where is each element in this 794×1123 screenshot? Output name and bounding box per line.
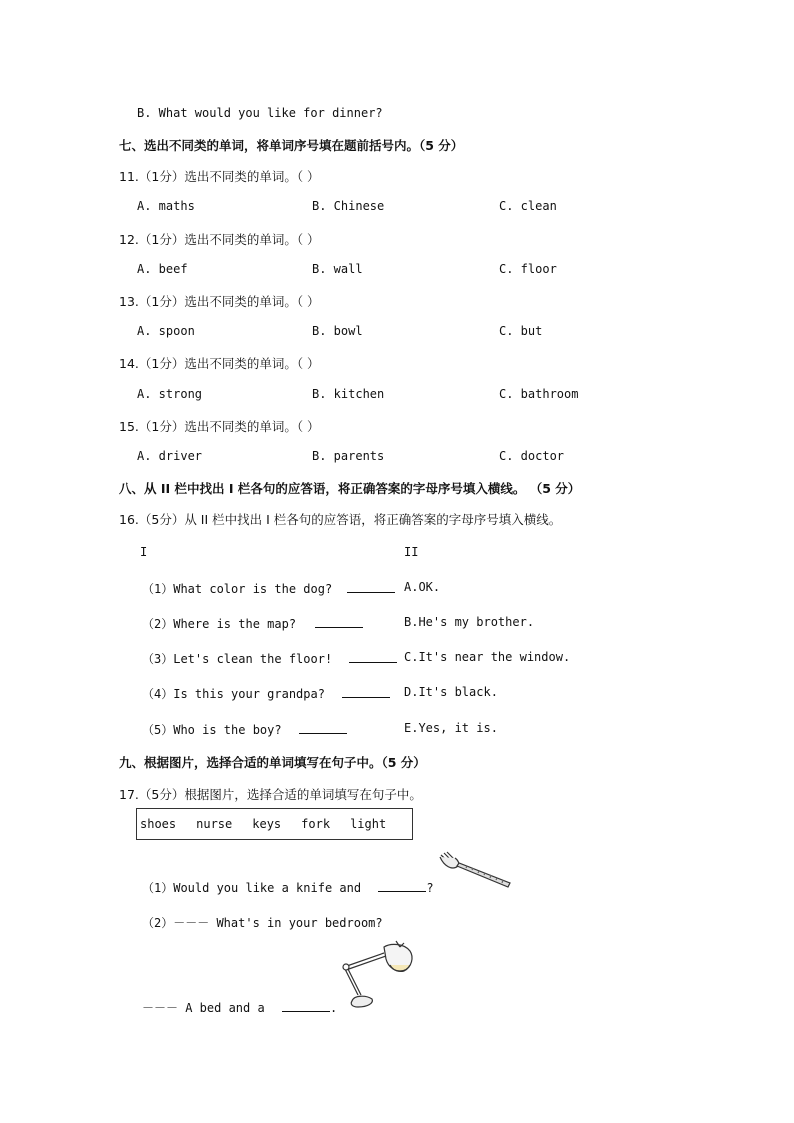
option-c: C. doctor: [499, 449, 565, 463]
option-b: B. parents: [312, 449, 385, 463]
option-c: C. bathroom: [499, 387, 579, 401]
match-question: （1）What color is the dog?: [142, 580, 395, 597]
word-bank-box: [136, 808, 413, 840]
section7-heading: 七、选出不同类的单词，将单词序号填在题前括号内。（5 分）: [119, 138, 464, 153]
question-16-prompt: 16.（5分）从 II 栏中找出 I 栏各句的应答语，将正确答案的字母序号填入横线。: [119, 512, 562, 527]
word-bank-item: fork: [301, 817, 331, 831]
word-bank-item: keys: [252, 817, 282, 831]
match-question: （4）Is this your grandpa?: [142, 685, 390, 702]
match-answer: B.He's my brother.: [404, 615, 535, 629]
answer-blank[interactable]: [349, 650, 397, 663]
word-bank-item: shoes: [140, 817, 177, 831]
fork-icon: [438, 851, 512, 891]
fill-sentence-2: （2）－－－ What's in your bedroom?: [142, 916, 383, 930]
option-b: B. wall: [312, 262, 363, 276]
match-question: （5）Who is the boy?: [142, 721, 347, 738]
column-i-label: I: [140, 545, 148, 559]
question-prompt: 13.（1分）选出不同类的单词。（ ）: [119, 294, 320, 309]
answer-blank[interactable]: [299, 721, 347, 734]
fill-sentence-1: （1）Would you like a knife and ?: [142, 881, 434, 895]
option-c: C. clean: [499, 199, 557, 213]
fill-sentence-3: －－－ A bed and a .: [142, 1001, 338, 1015]
option-b: B. bowl: [312, 324, 363, 338]
answer-blank[interactable]: [342, 685, 390, 698]
previous-option-b: B. What would you like for dinner?: [137, 106, 383, 120]
option-b: B. Chinese: [312, 199, 385, 213]
section9-heading: 九、根据图片，选择合适的单词填写在句子中。（5 分）: [119, 755, 426, 770]
answer-blank[interactable]: [282, 999, 330, 1012]
question-prompt: 15.（1分）选出不同类的单词。（ ）: [119, 419, 320, 434]
option-c: C. but: [499, 324, 543, 338]
match-answer: C.It's near the window.: [404, 650, 571, 664]
question-17-prompt: 17.（5分）根据图片，选择合适的单词填写在句子中。: [119, 787, 422, 802]
match-answer: A.OK.: [404, 580, 441, 594]
option-a: A. beef: [137, 262, 188, 276]
column-ii-label: II: [404, 545, 419, 559]
answer-blank[interactable]: [378, 879, 426, 892]
word-bank-item: light: [350, 817, 387, 831]
option-b: B. kitchen: [312, 387, 385, 401]
answer-blank[interactable]: [315, 615, 363, 628]
answer-blank[interactable]: [347, 580, 395, 593]
option-c: C. floor: [499, 262, 557, 276]
section8-heading: 八、从 II 栏中找出 I 栏各句的应答语，将正确答案的字母序号填入横线。 （5 分）: [119, 481, 581, 496]
match-question: （3）Let's clean the floor!: [142, 650, 397, 667]
option-a: A. maths: [137, 199, 195, 213]
option-a: A. spoon: [137, 324, 195, 338]
word-bank-item: nurse: [196, 817, 233, 831]
question-prompt: 14.（1分）选出不同类的单词。（ ）: [119, 356, 320, 371]
question-prompt: 12.（1分）选出不同类的单词。（ ）: [119, 232, 320, 247]
option-a: A. driver: [137, 449, 203, 463]
match-question: （2）Where is the map?: [142, 615, 363, 632]
question-prompt: 11.（1分）选出不同类的单词。（ ）: [119, 169, 320, 184]
option-a: A. strong: [137, 387, 203, 401]
match-answer: E.Yes, it is.: [404, 721, 498, 735]
match-answer: D.It's black.: [404, 685, 498, 699]
desk-lamp-icon: [334, 937, 420, 1013]
